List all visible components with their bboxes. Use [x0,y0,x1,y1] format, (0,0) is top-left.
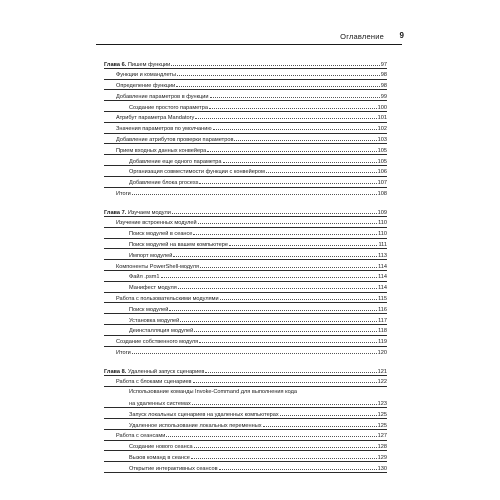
toc-page-number: 108 [377,191,387,198]
dot-leader [173,249,377,257]
toc-entry-text: Добавление параметров в функции [116,93,209,100]
toc-page-number: 105 [377,147,387,154]
dot-leader [194,441,377,449]
table-of-contents [104,58,387,473]
toc-page-number: 121 [377,368,387,375]
dot-leader [280,408,377,416]
toc-page-number: 105 [377,158,387,165]
toc-entry-text: Создание простого параметра [129,104,208,111]
dot-leader [169,303,377,311]
toc-entry [104,293,387,304]
dot-leader [198,217,377,225]
toc-entry-text: Открытие интерактивных сеансов [129,465,218,472]
dot-leader [194,325,377,333]
dot-leader [220,293,377,301]
toc-chapter-number: Глава 6. [104,61,127,68]
toc-entry [104,69,387,80]
toc-entry [104,325,387,336]
toc-entry [104,239,387,250]
toc-entry-text: Удаленное использование локальных переменных [129,422,262,429]
toc-entry-text: Поиск модулей [129,306,169,313]
toc-entry [104,123,387,134]
toc-page-number: 114 [378,285,387,292]
toc-entry [104,376,387,387]
dot-leader [193,228,377,236]
toc-page-number: 110 [378,231,387,238]
toc-entry-text: Работа с сеансами [116,433,166,440]
toc-chapter-number: Глава 7. [104,209,127,216]
toc-entry [104,101,387,112]
toc-page-number: 129 [377,454,387,461]
dot-leader [172,206,377,214]
toc-page-number: 117 [378,317,387,324]
toc-entry-text: Добавление атрибутов проверки параметров [116,137,234,144]
toc-entry [104,188,387,199]
dot-leader [132,188,377,196]
toc-page-number: 109 [377,209,387,216]
toc-entry [104,441,387,452]
toc-entry [104,271,387,282]
toc-page-number: 106 [377,169,387,176]
toc-entry-text: Определение функции [116,83,176,90]
toc-page-number: 118 [378,328,387,335]
dot-leader [161,271,378,279]
dot-leader [205,365,376,373]
toc-entry [104,260,387,271]
toc-entry-text: Создание нового сеанса [129,444,193,451]
toc-entry [104,314,387,325]
dot-leader [263,419,377,427]
toc-entry [104,166,387,177]
dot-leader [195,112,376,120]
toc-chapter-entry [104,206,387,217]
toc-entry-text: Пишем функции [127,61,171,68]
toc-entry [104,80,387,91]
toc-entry-text: Установка модулей [129,317,180,324]
dot-leader [191,451,377,459]
toc-entry-title [129,464,218,475]
dot-leader [223,155,377,163]
dot-leader [210,90,380,98]
dot-leader [234,134,376,142]
toc-entry [104,249,387,260]
toc-entry [104,112,387,123]
toc-entry-text: Итоги [116,350,131,357]
toc-entry [104,282,387,293]
toc-entry [104,347,387,358]
toc-entry [104,134,387,145]
toc-entry-text: Добавление блока process [129,180,199,187]
toc-entry-text: Атрибут параметра Mandatory [116,115,195,122]
toc-page-number: 116 [378,306,387,313]
toc-entry-text: Изучаем модули [127,209,171,216]
toc-entry [104,90,387,101]
toc-page-number: 123 [377,401,387,407]
toc-page-number: 125 [377,411,387,418]
toc-chapter-entry [104,58,387,69]
toc-entry-text: Функции и командлеты [116,72,176,79]
dot-leader [171,58,379,66]
toc-entry [104,430,387,441]
toc-page-number: 101 [377,115,387,122]
toc-page-number: 107 [377,180,387,187]
dot-leader [176,80,380,88]
dot-leader [207,144,376,152]
toc-entry [104,144,387,155]
header-rule [96,44,402,45]
toc-entry-text: Поиск модулей на вашем компьютере [129,242,228,249]
toc-entry-text: Удаленный запуск сценариев [127,368,205,375]
toc-entry-text: Итоги [116,191,131,198]
toc-entry-text: Манифест модуля [129,285,177,292]
toc-entry [104,228,387,239]
toc-page-number: 98 [380,83,387,90]
toc-entry [104,398,387,409]
dot-leader [178,282,377,290]
running-head-title: Оглавление [340,32,384,41]
toc-page-number: 125 [377,422,387,429]
toc-page-number: 100 [377,104,387,111]
toc-entry-text: Использование команды Invoke-Command для выполнения кода [129,388,297,395]
dot-leader [193,376,377,384]
toc-page-number: 128 [377,444,387,451]
toc-entry-text: Файл .psm1 [129,274,160,281]
toc-entry-text: Импорт модулей [129,252,173,259]
dot-leader [209,101,377,109]
dot-leader [166,430,376,438]
toc-entry [104,462,387,473]
toc-chapter-number: Глава 8. [104,368,127,375]
toc-page-number: 102 [377,126,387,133]
toc-entry [104,177,387,188]
toc-entry-text: Работа с блоками сценариев [116,379,192,386]
toc-page-number: 110 [378,220,387,227]
toc-page-number: 119 [378,339,387,346]
dot-leader [192,398,377,406]
toc-entry-text: Работа с пользовательскими модулями [116,296,219,303]
dot-leader [180,314,377,322]
toc-entry-text: Прием входных данных конвейера [116,147,207,154]
toc-entry [104,419,387,430]
toc-page-number: 98 [380,72,387,79]
toc-page-number: 127 [377,433,387,440]
dot-leader [200,260,377,268]
toc-entry [104,451,387,462]
toc-entry-text: Деинсталляция модулей [129,328,194,335]
toc-entry-text: Добавление еще одного параметра [129,158,222,165]
toc-page-number: 114 [378,263,387,270]
toc-page-number: 130 [377,465,387,472]
toc-entry-text: Значения параметров по умолчанию [116,126,212,133]
toc-chapter-entry [104,365,387,376]
toc-page-number: 115 [378,296,387,303]
toc-entry-text: Создание собственного модуля [116,339,199,346]
toc-entry-text: Организация совместимости функции с конвейером [129,169,265,176]
toc-entry-title [116,189,131,200]
dot-leader [213,123,377,131]
dot-leader [132,347,377,355]
dot-leader [219,462,377,470]
dot-leader [199,177,376,185]
toc-page-number: 113 [378,252,387,259]
toc-entry-text: Компоненты PowerShell-модуля [116,263,200,270]
toc-entry [104,387,387,398]
page-number: 9 [399,31,404,40]
toc-entry-text: Изучение встроенных модулей [116,220,197,227]
toc-page-number: 111 [378,242,387,249]
toc-page-number: 97 [380,61,387,68]
toc-page-number: 120 [377,350,387,357]
toc-entry [104,217,387,228]
toc-page-number: 114 [378,274,387,281]
toc-entry [104,303,387,314]
dot-leader [177,69,380,77]
dot-leader [229,239,378,247]
toc-entry-title [129,387,297,398]
toc-page-number: 99 [380,93,387,100]
toc-page-number: 103 [377,137,387,144]
dot-leader [199,336,377,344]
toc-entry [104,336,387,347]
toc-page-number: 122 [377,379,387,386]
toc-entry-text: Поиск модулей в сеансе [129,231,193,238]
toc-entry-text: Вызов команд в сеансе [129,454,190,461]
toc-entry-text: Запуск локальных сценариев на удаленных компьютерах [129,411,279,418]
toc-entry [104,408,387,419]
toc-entry-title [116,348,131,359]
toc-entry-text: на удаленных системах [129,401,191,407]
dot-leader [266,166,377,174]
toc-entry [104,155,387,166]
